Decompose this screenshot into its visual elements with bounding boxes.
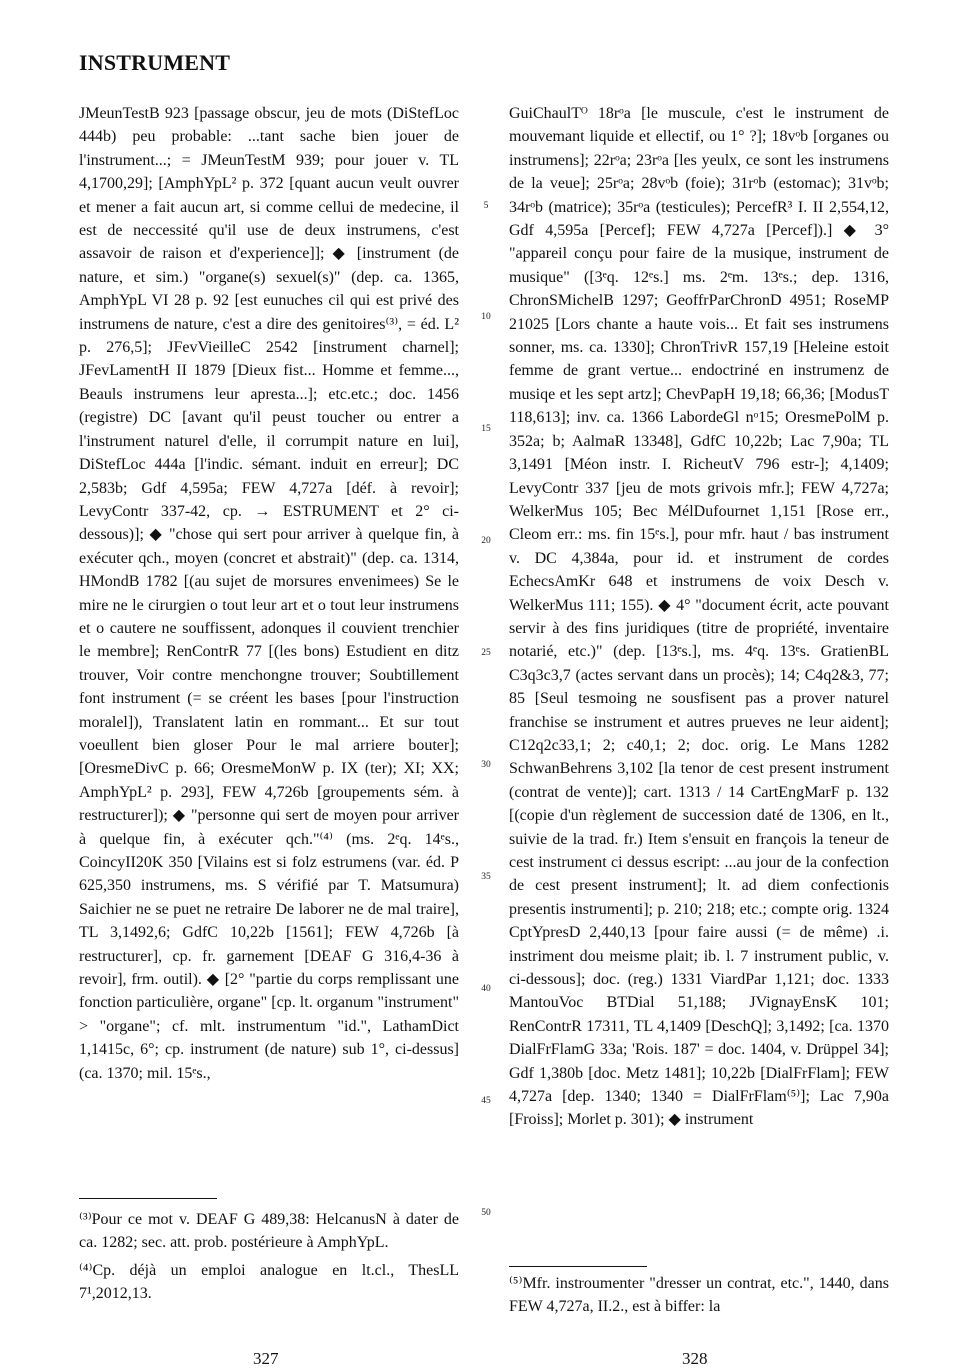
- line-number: 50: [481, 1208, 491, 1218]
- footnote-3: ⁽³⁾Pour ce mot v. DEAF G 489,38: HelcanusN à dater de ca. 1282; sec. att. prob. postérieure à AmphYpL.: [79, 1211, 459, 1252]
- right-footnotes: [509, 1272, 889, 1323]
- footnote-4: ⁽⁴⁾Cp. déjà un emploi analogue en lt.cl., ThesLL 7¹,2012,13.: [79, 1261, 459, 1303]
- line-number: 45: [481, 1096, 491, 1106]
- line-number: 30: [481, 760, 491, 770]
- footnote-5: ⁽⁵⁾Mfr. instroumenter "dresser un contrat, etc.", 1440, dans FEW 4,727a, II.2., est à biffer: la: [509, 1275, 889, 1316]
- left-column-text: JMeunTestB 923 [passage obscur, jeu de mots (DiStefLoc 444b) peu probable: ...tant sache bien jouer de l'instrument...; = JMeunTestM 939; pour jouer v. TL 4,1700,29]; [AmphYpL² p. 372 [quant aucun veult ouvrer et mener a fait aucun art, si comme cellui de medecine, il est de neccessité qu'il use de deux instrumens, c'est assavoir de raison et d'experience]]; ◆ [instrument (de nature, et sim.) "organe(s) sexuel(s)" (dep. ca. 1365, AmphYpL VI 28 p. 92 [est eunuches cil qui est privé des instrumens de nature, c'est a dire des genitoires⁽³⁾, = éd. L² p. 276,5]; JFevVieilleC 2542 [instrument charnel]; JFevLamentH II 1879 [Dieux fist... Homme et femme..., Beauls instrumens leur apresta...]; etc.etc.; doc. 1456 (registre) DC [avant qu'il peust toucher ou entrer a l'instrument naturel d'elle, il corrumpit nature en lui], DiStefLoc 444a [l'indic. sémant. induit en erreur]; DC 2,583b; Gdf 4,595a; FEW 4,727a [déf. à revoir]; LevyContr 337-42, cp. → ESTRUMENT et 2° ci-dessous)]; ◆ "chose qui sert pour arriver à quelque fin, à exécuter qch., moyen (concret et abstrait)" (dep. ca. 1314, HMondB 1782 [(au sujet de morsures envenimees) Se le mire ne le cirurgien o tout leur art et o tout leur instrumens et o cautere ne souffissent, adonques il couvient trenchier le membre]; RenContrR 77 [(les bons) Estudient en ditz trouver, Voir contre menchongne trouver; Soubtillement font instrument (= se créent les bases [pour l'instruction moralel]), Translatent latin en rommant... Et sur tout voeullent bien gloser Pour le mal arriere bouter]; [OresmeDivC p. 66; OresmeMonW p. IX (ter); XI; XX; AmphYpL² p. 293], FEW 4,726b [groupements sém. à restructurer]); ◆ "personne qui sert de moyen pour arriver à quelque fin, à exécuter qch."⁽⁴⁾ (ms. 2ᵉq. 14ᵉs., CoincyII20K 350 [Vilains est si folz estrumens (var. éd. P 625,350 instrumens, ms. S vérifié par T. Matsumura) Saichier ne se puet ne retraire De laborer ne de mal traire], TL 3,1492,6; GdfC 10,22b [1561]; FEW 4,726b [à restructurer], cp. fr. garnement [DEAF G 316,4-36 à revoir], frm. outil). ◆ [2° "partie du corps remplissant une fonction particulière, organe" [cp. lt. organum "instrument" > "organe"; cf. mlt. instrumentum "id.", LathamDict 1,1415c, 6°; cp. instrument (de nature) sub 1°, ci-dessus] (ca. 1370; mil. 15ᵉs.,: [79, 105, 459, 1082]
- line-number: 5: [483, 201, 489, 211]
- left-column: [79, 102, 459, 1085]
- line-number: 20: [481, 536, 491, 546]
- line-number: 10: [481, 312, 491, 322]
- running-head: INSTRUMENT: [79, 50, 231, 75]
- right-footnote-rule: [509, 1266, 647, 1267]
- right-column: [509, 102, 889, 1132]
- line-number: 40: [481, 984, 491, 994]
- right-column-text: GuiChaulTᴼ 18rᵒa [le muscule, c'est le instrument de mouvemant liquide et ellectif, ou 1° ?]; 18vᵒb [organes ou instrumens]; 22rᵒa; 23rᵒa [les yeulx, ce sont les instrumens de la veue]; 25rᵒa; 28vᵒb (foie); 31rᵒb (estomac); 31vᵒb; 34rᵒb (matrice); 35rᵒa (testicules); PercefR³ I. II 2,554,12, Gdf 4,595a [Percef]; FEW 4,727a [Percef]).] ◆ 3° "appareil conçu pour faire de la musique, instrument de musique" ([3ᵉq. 12ᵉs.] ms. 2ᵉm. 13ᵉs.; dep. 1316, ChronSMichelB 1297; GeoffrParChronD 4951; RoseMP 21025 [Lors chante a haute vois... Et fait ses instrumens sonner, ms. ca. 1330]; ChronTrivR 157,19 [Heleine estoit femme de grant vertue... endoctriné en instrumenz de musiqe et les sept artz]; ChevPapH 19,18; 66,36; [ModusT 118,613]; inv. ca. 1366 LabordeGl nᵒ15; OresmePolM p. 352a; b; AalmaR 13348], GdfC 10,22b; Lac 7,90a; TL 3,1491 [Méon instr. I. RicheutV 796 estr-]; 4,1409; LevyContr 337 [jeu de mots grivois mfr.]; FEW 4,727a; WelkerMus 105; Bec MélDufournet 1,151 [Rose err., Cleom err.: ms. fin 15ᵉs.], pour mfr. haut / bas instrument v. DC 4,384a, pour id. et instrument de cordes EchecsAmKr 648 et instrumens de voix Desch v. WelkerMus 111; 155). ◆ 4° "document écrit, acte pouvant servir à des fins juridiques (titre de propriété, inventaire notarié, etc.)" (dep. [13ᵉs.], ms. 4ᵉq. 13ᵉs. GratienBL C3q3c3,7 (actes servant dans un procès); 14; C4q2&3, 77; 85 [Seul tesmoing ne sousfisent pas a prover naturel franchise se instrument et autres prueves ne leur aident]; C12q2c33,1; 2; c40,1; 2; doc. orig. Le Mans 1282 SchwanBehrens 3,102 [la tenor de cest present instrument (contrat de vente)]; cart. 1313 / 14 CartEngMarF p. 132 [(copie d'un règlement de succession daté de 1306, en lt., suivie de la trad. fr.) Item s'ensuit en françois la teneur de cest instrument ci dessus escript: ...au jour de la confection de cest present instrument]; lt. ad diem confectionis presentis instrumenti]; p. 210; 218; etc.; compte orig. 1324 CptYpresD 2,440,13 [pour faire aussi (= de même) .i. instriment dou meisme plait; ib. l. 7 instrument public, v. ci-dessous]; doc. (reg.) 1331 ViardPar 1,121; doc. 1333 MantouVoc BTDial 51,188; JVignayEnsK 101; RenContrR 17311, TL 4,1409 [DeschQ]; 3,1492; [ca. 1370 DialFrFlamG 33a; 'Rois. 187' = doc. 1404, v. Drüppel 34]; Gdf 1,380b [doc. Metz 1481]; 10,22b [DialFrFlam]; FEW 4,727a [dep. 1340; 1340 = DialFrFlam⁽⁵⁾]; Lac 7,90a [Froiss]; Morlet p. 301); ◆ instrument: [509, 105, 889, 1129]
- line-number: 25: [481, 648, 491, 658]
- page-number-right: 328: [682, 1349, 708, 1368]
- line-number: 15: [481, 424, 491, 434]
- page-number-left: 327: [253, 1349, 279, 1368]
- left-footnote-rule: [79, 1198, 217, 1199]
- line-number: 35: [481, 872, 491, 882]
- left-footnotes: [79, 1208, 459, 1310]
